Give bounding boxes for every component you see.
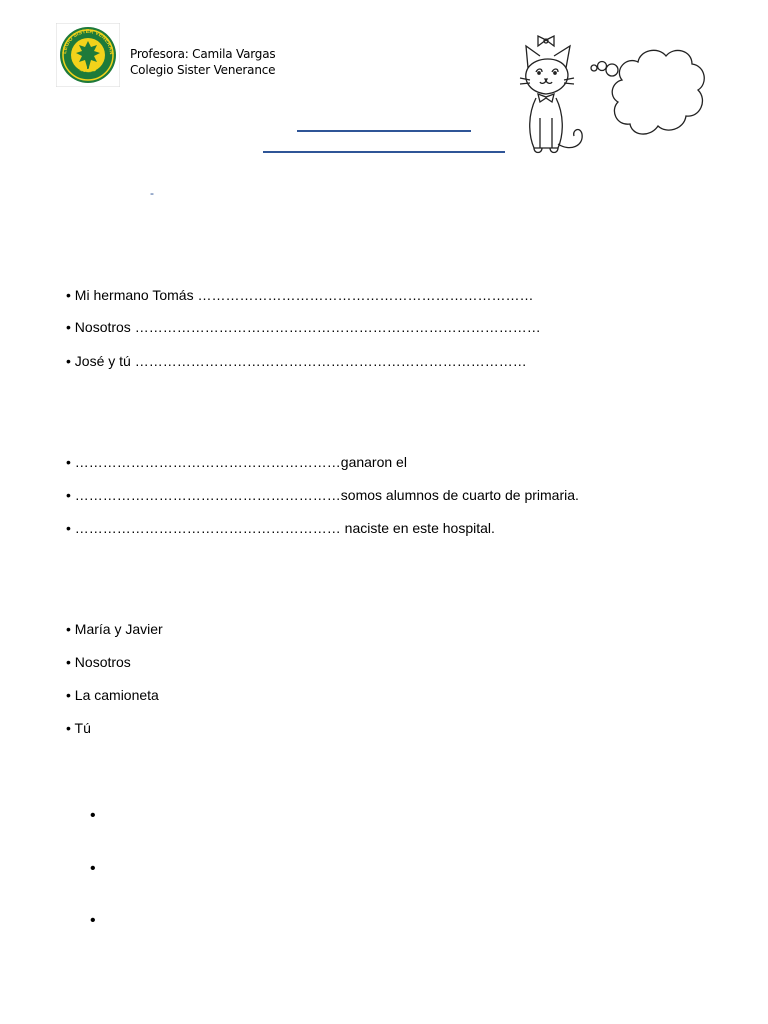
list-item: • Nosotros …………………………………………………………………………… bbox=[66, 319, 541, 335]
list-item: • Mi hermano Tomás ……………………………………………………………… bbox=[66, 287, 534, 303]
list-item: • Nosotros bbox=[66, 654, 131, 670]
list-item: • …………………………………………………ganaron el bbox=[66, 454, 407, 470]
list-item: • ………………………………………………… naciste en este hospital. bbox=[66, 520, 495, 536]
list-item: • …………………………………………………somos alumnos de cuarto de primaria. bbox=[66, 487, 579, 503]
list-item: • José y tú ………………………………………………………………………… bbox=[66, 353, 527, 369]
header-text bbox=[130, 46, 275, 78]
empty-bullet: • bbox=[90, 807, 96, 824]
school-name: Colegio Sister Venerance bbox=[130, 63, 276, 77]
thought-cloud bbox=[588, 40, 712, 144]
school-logo bbox=[56, 23, 120, 87]
small-mark: - bbox=[150, 186, 154, 200]
list-item: • La camioneta bbox=[66, 687, 159, 703]
list-item: • Tú bbox=[66, 720, 91, 736]
logo-bottom-text: MAIPU bbox=[78, 66, 98, 75]
empty-bullet: • bbox=[90, 860, 96, 877]
empty-bullet: • bbox=[90, 912, 96, 929]
cat-illustration bbox=[508, 34, 596, 158]
title-line-2 bbox=[263, 151, 505, 153]
title-line-1 bbox=[297, 130, 471, 132]
logo-ring-text: LEGIO SISTER VENERAN bbox=[61, 28, 115, 55]
list-item: • María y Javier bbox=[66, 621, 163, 637]
teacher-name: Profesora: Camila Vargas bbox=[130, 47, 276, 61]
